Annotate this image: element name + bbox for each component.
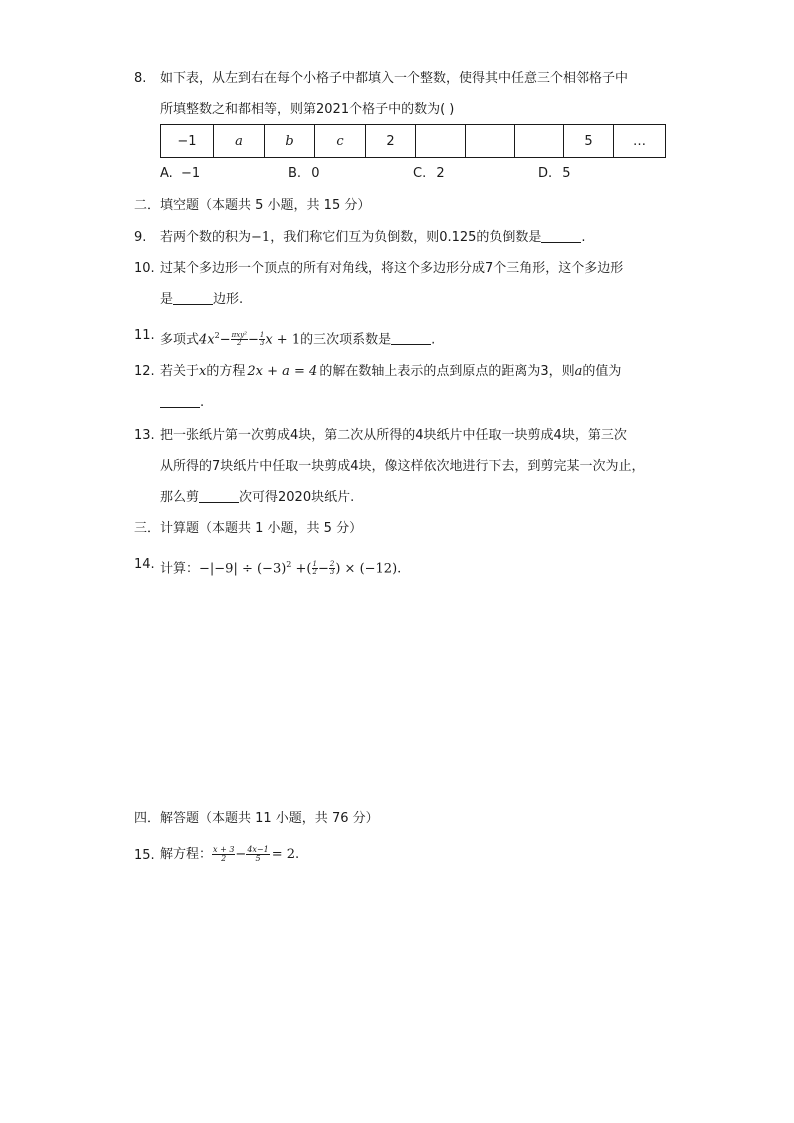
grid-cell: −1 — [161, 125, 214, 158]
q10-number: 10. — [134, 261, 155, 276]
q15-equation — [160, 841, 299, 869]
q12-text-part: 的方程 — [206, 364, 246, 379]
fraction-numerator: πxy² — [231, 330, 247, 339]
q8-option-c — [413, 167, 445, 180]
q10-line2 — [160, 293, 243, 306]
fraction-numerator: x + 3 — [213, 844, 235, 854]
q15-text-part: 解方程： — [160, 847, 213, 862]
fraction-numerator: 2 — [329, 559, 335, 568]
q8-line2: 所填整数之和都相等，则第2021个格子中的数为( ) — [160, 102, 455, 117]
q11-term: + 1 — [272, 332, 301, 348]
grid-cell: 2 — [366, 125, 416, 158]
section-heading-calculation: 三．计算题（本题共 1 小题，共 5 分） — [134, 521, 363, 536]
q13-line3 — [160, 491, 354, 504]
q11-text-part: 多项式 — [160, 332, 200, 348]
q8-number: 8. — [134, 71, 147, 86]
q8-number-grid — [160, 124, 666, 158]
q15-operator: − — [235, 847, 247, 862]
q11-text-part: 的三次项系数是 — [300, 332, 392, 348]
q10-text-part: 边形. — [213, 292, 244, 307]
q14-term: −|−9| ÷ (−3) — [199, 561, 287, 577]
q14-operator: +( — [291, 561, 312, 577]
fraction-denominator: 3 — [329, 568, 335, 577]
q8-option-b — [288, 167, 319, 180]
fraction-numerator: 4x−1 — [247, 844, 269, 854]
q15-fraction-2 — [246, 846, 269, 864]
grid-cell — [515, 125, 564, 158]
option-value: 5 — [562, 166, 571, 181]
answer-blank[interactable] — [541, 242, 581, 243]
grid-cell: b — [265, 125, 315, 158]
q12-variable: a — [574, 364, 583, 379]
q11-operator: − — [219, 332, 231, 348]
q8-option-a — [160, 167, 200, 180]
option-value: 2 — [436, 166, 445, 181]
option-value: 0 — [311, 166, 320, 181]
answer-blank[interactable] — [173, 304, 213, 305]
q13-line1: 把一张纸片第一次剪成4块，第二次从所得的4块纸片中任取一块剪成4块，第三次 — [160, 428, 627, 443]
q13-text-part: 那么剪 — [160, 490, 200, 505]
option-value: −1 — [180, 166, 201, 181]
q12-line2 — [160, 396, 204, 409]
q12-number: 12. — [134, 364, 155, 379]
q15-term: = 2. — [271, 847, 300, 862]
q8-line1: 如下表，从左到右在每个小格子中都填入一个整数，使得其中任意三个相邻格子中 — [160, 71, 629, 86]
option-label: A. — [160, 166, 173, 181]
grid-cell — [416, 125, 466, 158]
q12-equation: 2x + a = 4 — [247, 364, 318, 379]
q12-text-part: 的值为 — [582, 364, 622, 379]
q15-fraction-1 — [212, 846, 235, 864]
q11-fraction-1 — [231, 332, 248, 348]
grid-cell — [466, 125, 515, 158]
q11-term: 4x — [199, 332, 215, 348]
q9-text-part: ，我们称它们互为负倒数，则0.125的负倒数是 — [270, 230, 542, 245]
q14-term: ) × (−12). — [335, 561, 402, 577]
q9-end: . — [581, 230, 586, 245]
q11-number: 11. — [134, 328, 155, 343]
grid-cell: a — [214, 125, 265, 158]
q13-text-part: 次可得2020块纸片. — [239, 490, 355, 505]
fraction-denominator: 2 — [221, 854, 227, 863]
q13-line2: 从所得的7块纸片中任取一块剪成4块，像这样依次地进行下去，到剪完某一次为止， — [160, 459, 645, 474]
fraction-denominator: 5 — [255, 854, 261, 863]
fraction-numerator: 1 — [312, 559, 317, 568]
q8-option-d — [538, 167, 571, 180]
answer-blank[interactable] — [199, 502, 239, 503]
q9-number: 9. — [134, 230, 147, 245]
q11-text — [160, 322, 435, 354]
q13-number: 13. — [134, 428, 155, 443]
answer-blank[interactable] — [160, 407, 200, 408]
q9-value: −1 — [251, 230, 271, 245]
q15-number: 15. — [134, 848, 155, 863]
q10-text-part: 是 — [160, 292, 174, 307]
q9-text-part: 若两个数的积为 — [160, 230, 252, 245]
q11-operator: − — [247, 332, 259, 348]
section-heading-solutions: 四．解答题（本题共 11 小题，共 76 分） — [134, 811, 379, 826]
fraction-denominator: 2 — [237, 339, 242, 348]
q12-end: . — [200, 395, 205, 410]
grid-cell: … — [614, 125, 666, 158]
q12-variable: x — [199, 364, 207, 379]
q9-text — [160, 231, 586, 244]
q14-expression — [160, 551, 401, 583]
q11-variable: x — [265, 332, 273, 348]
grid-cell: 5 — [564, 125, 614, 158]
option-label: C. — [413, 166, 427, 181]
q12-text-part: 的解在数轴上表示的点到原点的距离为3，则 — [319, 364, 575, 379]
q14-text-part: 计算： — [160, 561, 200, 577]
q14-operator: − — [317, 561, 329, 577]
grid-cell: c — [315, 125, 366, 158]
q11-exponent: 2 — [214, 331, 220, 340]
fraction-denominator: 2 — [312, 568, 317, 577]
answer-blank[interactable] — [391, 344, 431, 345]
fraction-denominator: 3 — [259, 339, 265, 348]
option-label: D. — [538, 166, 553, 181]
fraction-numerator: 1 — [259, 330, 265, 339]
q11-end: . — [431, 332, 436, 348]
q12-text-part: 若关于 — [160, 364, 200, 379]
section-heading-fill-in: 二．填空题（本题共 5 小题，共 15 分） — [134, 198, 371, 213]
q10-line1: 过某个多边形一个顶点的所有对角线，将这个多边形分成7个三角形，这个多边形 — [160, 261, 624, 276]
q14-exponent: 2 — [286, 560, 292, 569]
q12-line1 — [160, 365, 621, 378]
q14-number: 14. — [134, 557, 155, 572]
option-label: B. — [288, 166, 302, 181]
